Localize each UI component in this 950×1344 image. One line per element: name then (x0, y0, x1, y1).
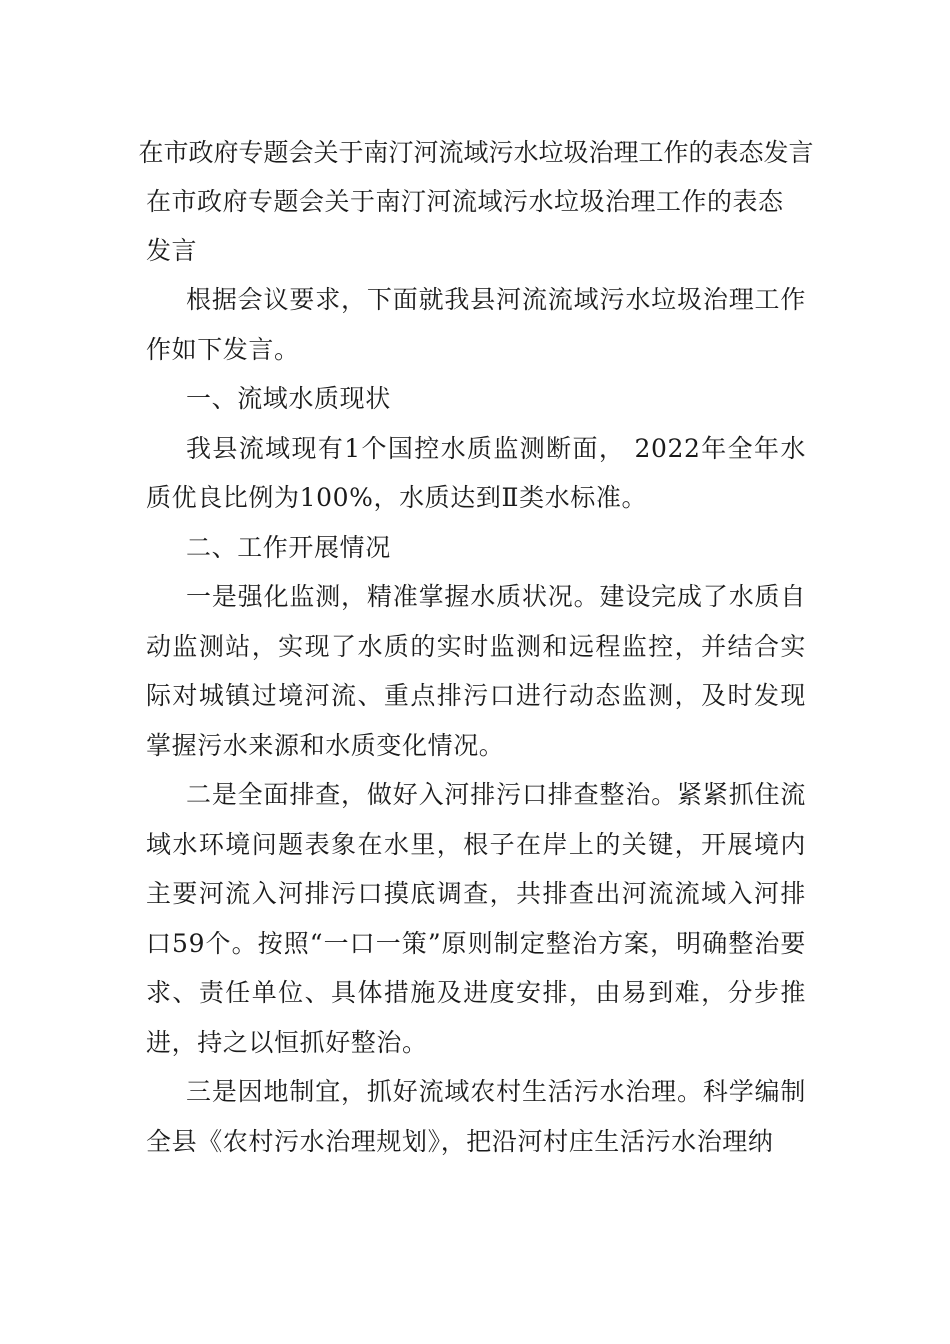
document-title: 在市政府专题会关于南汀河流域污水垃圾治理工作的表态发言 (138, 138, 814, 167)
document-repeat-title: 在市政府专题会关于南汀河流域污水垃圾治理工作的表态发言 (146, 187, 784, 265)
document-body (138, 128, 814, 1166)
work-item-outlet-survey: 二是全面排查，做好入河排污口排查整治。紧紧抓住流域水环境问题表象在水里，根子在岸上的关键，开展境内主要河流入河排污口摸底调查，共排查出河流流域入河排口59个。按照“一口一策”原则制定整治方案，明确整治要求、责任单位、具体措施及进度安排，由易到难，分步推进，持之以恒抓好整治。 (146, 780, 806, 1057)
water-quality-paragraph: 我县流域现有1个国控水质监测断面， 2022年全年水质优良比例为100%，水质达到Ⅱ类水标准。 (146, 433, 806, 512)
section-heading-water-quality: 一、流域水质现状 (186, 384, 391, 413)
section-heading-work-progress: 二、工作开展情况 (186, 532, 391, 562)
work-item-rural-sewage: 三是因地制宜，抓好流域农村生活污水治理。科学编制全县《农村污水治理规划》，把沿河村庄生活污水治理纳 (146, 1077, 806, 1156)
intro-paragraph: 根据会议要求，下面就我县河流流域污水垃圾治理工作作如下发言。 (146, 285, 806, 364)
work-item-monitoring: 一是强化监测，精准掌握水质状况。建设完成了水质自动监测站，实现了水质的实时监测和远程监控，并结合实际对城镇过境河流、重点排污口进行动态监测，及时发现掌握污水来源和水质变化情况。 (146, 582, 806, 760)
